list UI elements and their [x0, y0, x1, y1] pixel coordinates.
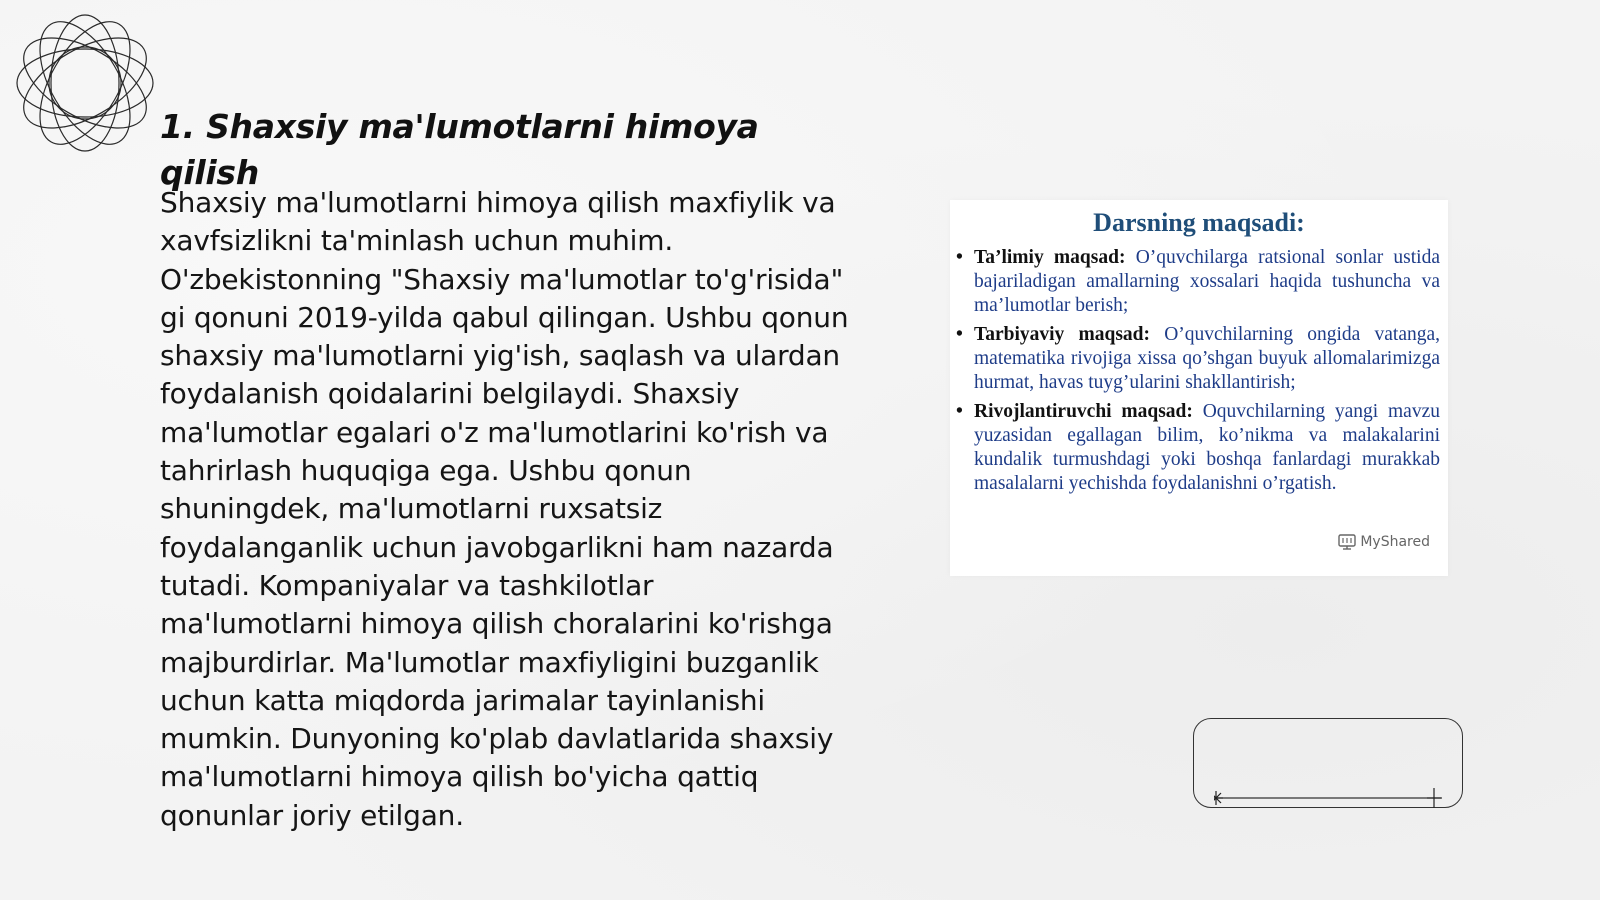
goal-item-educational: [956, 246, 1440, 318]
goal-text: O’quvchilarning ongida vatanga, matematika rivojiga xissa qo’shgan buyuk allomalarimizga hurmat, havas tuyg’ularini shakllantirish;: [974, 324, 1441, 393]
goal-text: O’quvchilarga ratsional sonlar ustida bajariladigan amallarning xossalari haqida tushuncha va ma’lumotlar berish;: [974, 247, 1441, 316]
goal-label: Rivojlantiruvchi maqsad:: [974, 401, 1193, 422]
circular-rings-ornament-icon: [10, 8, 160, 158]
bullet-icon: •: [956, 401, 963, 422]
goal-text: Oquvchilarning yangi mavzu yuzasidan egallagan bilim, ko’nikma va malakalarini kundalik turmushdagi yoki boshqa fanlardagi murakkab masalalarni yechishda foydalanishni o’rgatish.: [974, 401, 1440, 494]
goals-list: [956, 246, 1440, 501]
goal-label: Ta’limiy maqsad:: [974, 247, 1126, 268]
bullet-icon: •: [956, 247, 963, 268]
card-title: Darsning maqsadi:: [1093, 208, 1305, 237]
decorative-star-line: [1214, 788, 1444, 808]
lesson-goals-image: [950, 200, 1448, 576]
goal-item-developmental: [956, 400, 1440, 496]
goal-label: Tarbiyaviy maqsad:: [974, 324, 1150, 345]
slide-title: 1. Shaxsiy ma'lumotlarni himoya qilish: [160, 107, 759, 192]
watermark: [1338, 534, 1430, 550]
goal-item-upbringing: [956, 323, 1440, 395]
watermark-text: MyShared: [1360, 534, 1430, 550]
myshared-logo-icon: [1338, 534, 1356, 550]
bullet-icon: •: [956, 324, 963, 345]
slide-body-text: Shaxsiy ma'lumotlarni himoya qilish maxfiylik va xavfsizlikni ta'minlash uchun muhim. O'zbekistonning "Shaxsiy ma'lumotlar to'g'risida" gi qonuni 2019-yilda qabul qilingan. Ushbu qonun shaxsiy ma'lumotlarni yig'ish, saqlash va ulardan foydalanish qoidalarini belgilaydi. Shaxsiy ma'lumotlar egalari o'z ma'lumotlarini ko'rish va tahrirlash huquqiga ega. Ushbu qonun shuningdek, ma'lumotlarni ruxsatsiz foydalanganlik uchun javobgarlikni ham nazarda tutadi. Kompaniyalar va tashkilotlar ma'lumotlarni himoya qilish choralarini ko'rishga majburdirlar. Ma'lumotlar maxfiyligini buzganlik uchun katta miqdorda jarimalar tayinlanishi mumkin. Dunyoning ko'plab davlatlarida shaxsiy ma'lumotlarni himoya qilish bo'yicha qattiq qonunlar joriy etilgan.: [160, 186, 849, 832]
